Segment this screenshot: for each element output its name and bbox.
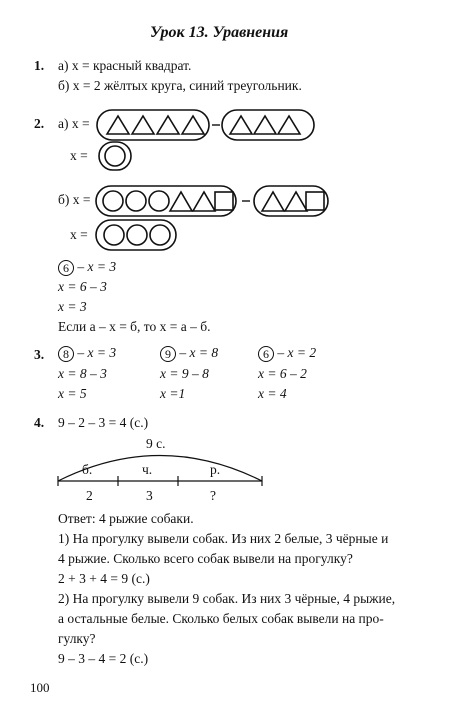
- task-2a-answer-label: x =: [70, 148, 88, 163]
- diagram-segment-white: б.: [82, 462, 93, 477]
- diagram-segment-black: ч.: [142, 462, 153, 477]
- task-4-number: 4.: [34, 415, 45, 430]
- task-3-col3-step-1: x = 6 – 2: [258, 366, 307, 381]
- diagram-segment-red: р.: [210, 462, 221, 477]
- task-4-answer: Ответ: 4 рыжие собаки.: [58, 511, 194, 526]
- task-3-col1-eq: [58, 345, 116, 362]
- task-4-problem-1-line-1: 1) На прогулку вывели собак. Из них 2 белые, 3 чёрные и: [58, 531, 389, 546]
- equation-rest: – x = 2: [277, 345, 317, 360]
- task-2-equation: [58, 259, 116, 276]
- task-4-problem-1-line-2: 4 рыжие. Сколько всего собак вывели на прогулку?: [58, 551, 353, 566]
- circled-number: 6: [258, 346, 274, 362]
- diagram-value-3: ?: [210, 488, 216, 503]
- task-4-problem-2-line-3: гулку?: [58, 631, 96, 646]
- task-2-rule: Если a – x = б, то x = a – б.: [58, 319, 211, 334]
- shape-group-a-answer: [99, 142, 131, 170]
- task-4-equation: 9 – 2 – 3 = 4 (с.): [58, 415, 149, 430]
- task-3-col1-step-2: x = 5: [58, 386, 87, 401]
- diagram-total-label: 9 с.: [146, 436, 166, 451]
- task-4-problem-2-line-1: 2) На прогулку вывели 9 собак. Из них 3 чёрные, 4 рыжие,: [58, 591, 396, 606]
- task-3-col3-step-2: x = 4: [258, 386, 287, 401]
- task-2a-label: а) x =: [58, 116, 90, 131]
- task-1-line-b: б) x = 2 жёлтых круга, синий треугольник.: [58, 78, 302, 93]
- task-1-number: 1.: [34, 58, 45, 73]
- task-3-col2-step-1: x = 9 – 8: [160, 366, 209, 381]
- diagram-value-1: 2: [86, 488, 93, 503]
- task-3-number: 3.: [34, 347, 45, 362]
- equation-rest: – x = 3: [77, 345, 117, 360]
- task-3-col2-step-2: x =1: [160, 386, 186, 401]
- page-number: 100: [30, 680, 50, 695]
- task-2-step-2: x = 3: [58, 299, 87, 314]
- task-2-step-1: x = 6 – 3: [58, 279, 107, 294]
- shape-group-b-answer: [96, 220, 176, 250]
- task-4-problem-2-equation: 9 – 3 – 4 = 2 (с.): [58, 651, 149, 666]
- shape-group-b1: [96, 186, 236, 216]
- task-4-problem-1-equation: 2 + 3 + 4 = 9 (с.): [58, 571, 150, 586]
- task-4-problem-2-line-2: а остальные белые. Сколько белых собак вывели на про-: [58, 611, 384, 626]
- task-2b-label: б) x =: [58, 192, 91, 207]
- circled-number: 6: [58, 260, 74, 276]
- task-3-col3-eq: [258, 345, 316, 362]
- equation-rest: – x = 8: [179, 345, 219, 360]
- page-title: Урок 13. Уравнения: [150, 24, 289, 41]
- task-2-number: 2.: [34, 116, 45, 131]
- shape-group-b2: [254, 186, 328, 216]
- task-3-col1-step-1: x = 8 – 3: [58, 366, 107, 381]
- shape-group-a1: [97, 110, 209, 140]
- equation-rest: – x = 3: [77, 259, 117, 274]
- shape-group-a2: [222, 110, 314, 140]
- diagram-value-2: 3: [146, 488, 153, 503]
- task-2b-answer-label: x =: [70, 227, 88, 242]
- circled-number: 8: [58, 346, 74, 362]
- task-1-line-a: а) x = красный квадрат.: [58, 58, 192, 73]
- circled-number: 9: [160, 346, 176, 362]
- task-3-col2-eq: [160, 345, 218, 362]
